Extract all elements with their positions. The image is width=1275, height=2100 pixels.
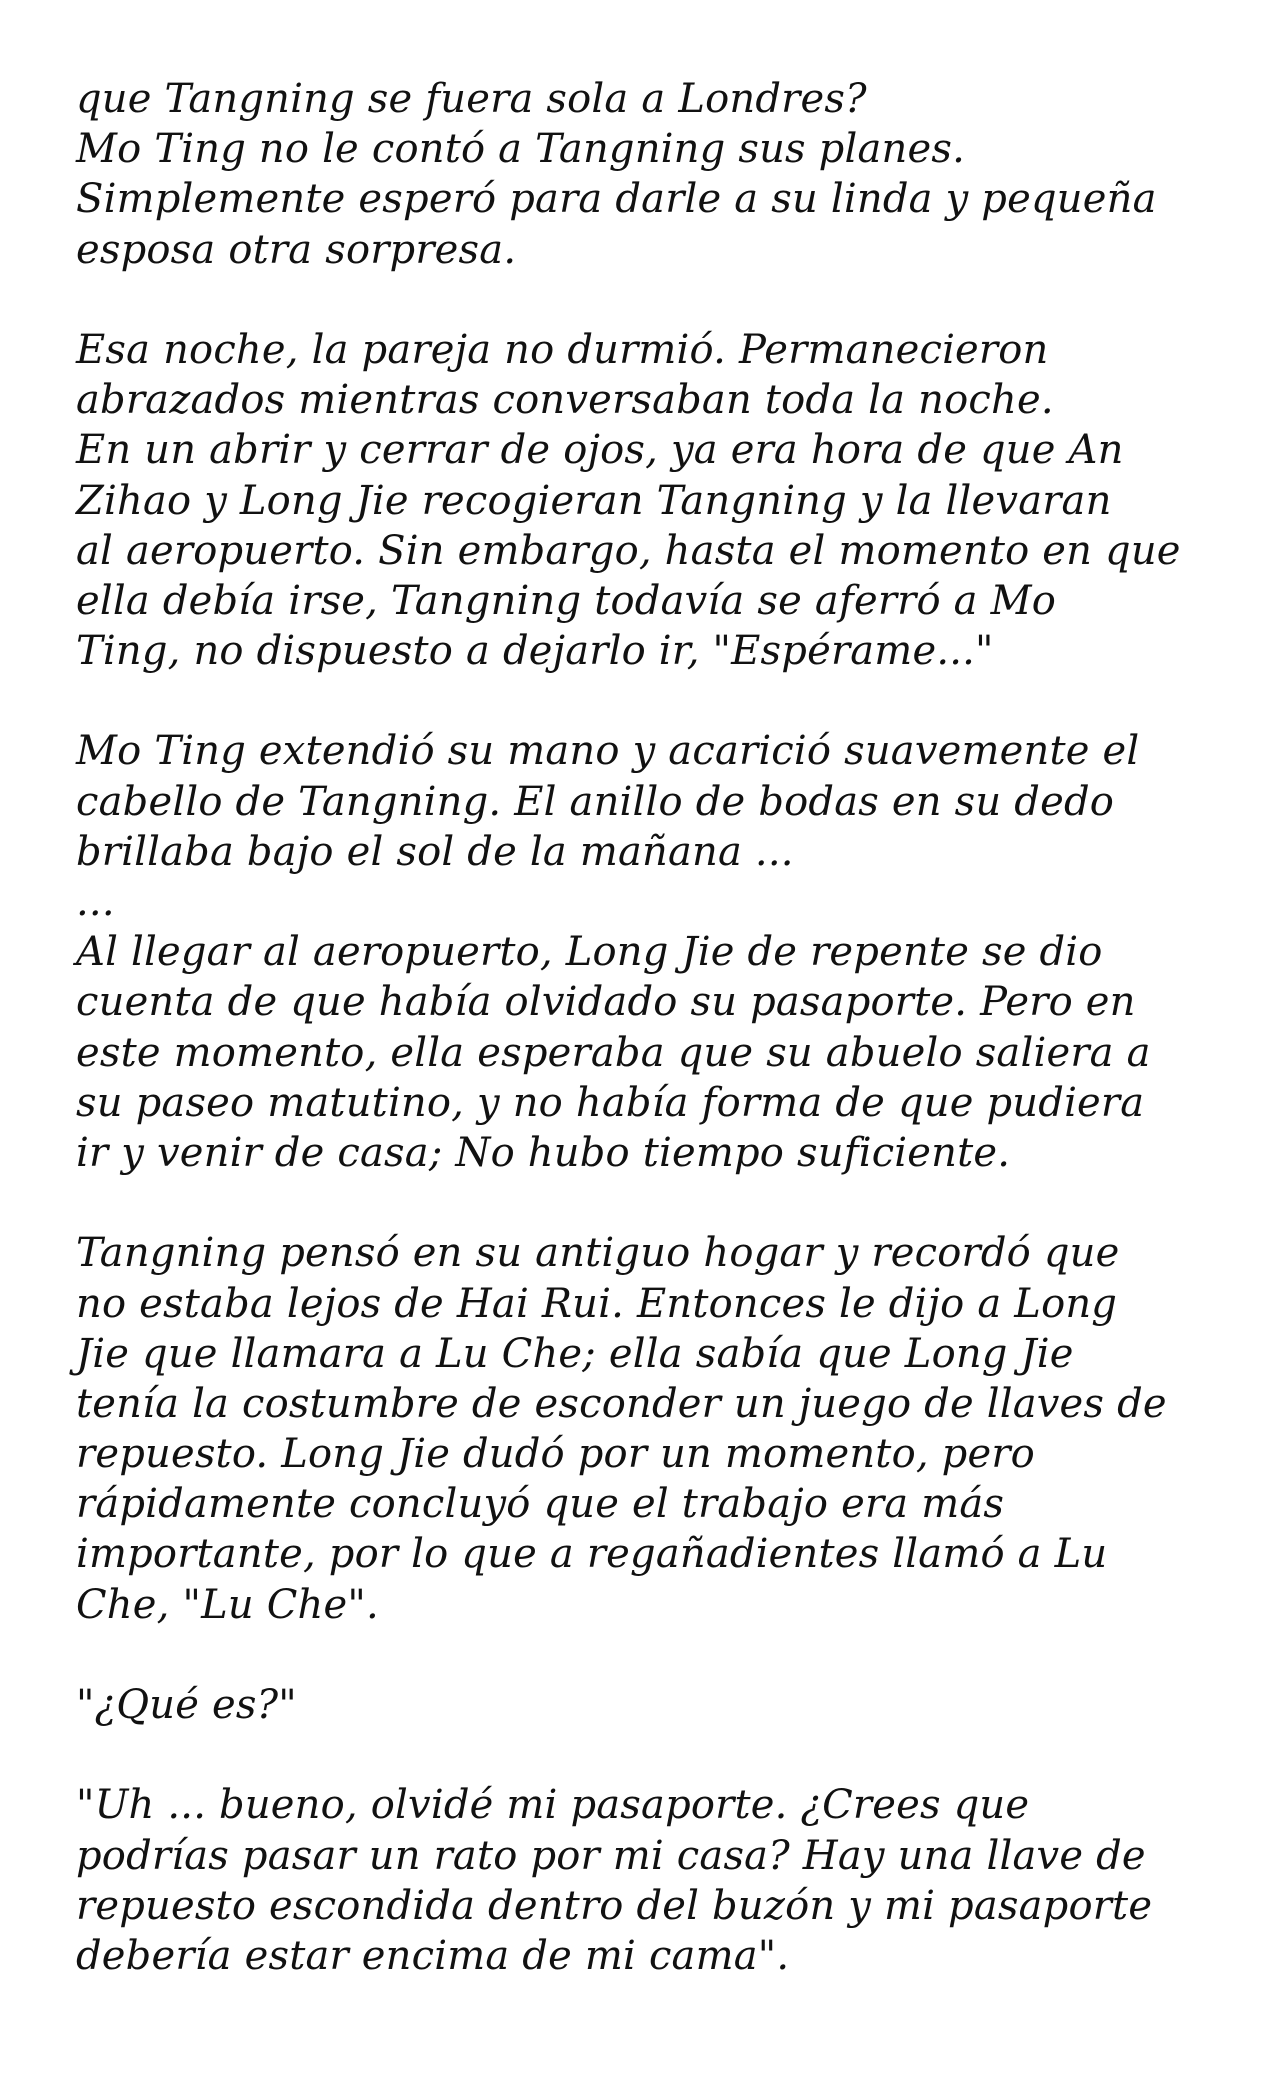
text-line: no estaba lejos de Hai Rui. Entonces le dijo a Long [76, 1280, 1118, 1327]
text-line: esposa otra sorpresa. [76, 226, 517, 273]
text-line: rápidamente concluyó que el trabajo era más [76, 1481, 1005, 1528]
text-line: En un abrir y cerrar de ojos, ya era hora de que An [76, 427, 1124, 474]
text-line: "¿Qué es?" [76, 1682, 297, 1728]
text-line: Esa noche, la pareja no durmió. Permanecieron [76, 326, 1049, 373]
text-line: Zihao y Long Jie recogieran Tangning y la llevaran [76, 477, 1112, 524]
text-line: que Tangning se fuera sola a Londres? [76, 76, 867, 122]
paragraph-break [76, 1178, 1226, 1228]
text-line: brillaba bajo el sol de la mañana ... [76, 828, 794, 875]
text-line: Mo Ting extendió su mano y acarició suavemente el [76, 728, 1140, 775]
paragraph-break [76, 1630, 1226, 1680]
text-line: ... [76, 879, 115, 925]
text-line: debería estar encima de mi cama". [76, 1932, 790, 1979]
text-line: cuenta de que había olvidado su pasaporte. Pero en [76, 979, 1136, 1026]
text-line: abrazados mientras conversaban toda la noche. [76, 377, 1054, 424]
text-line: tenía la costumbre de esconder un juego de llaves de [76, 1380, 1167, 1427]
text-line: al aeropuerto. Sin embargo, hasta el momento en que [76, 527, 1181, 574]
text-line: cabello de Tangning. El anillo de bodas en su dedo [76, 778, 1115, 825]
text-line: Simplemente esperó para darle a su linda y pequeña [76, 176, 1157, 223]
document-body [76, 74, 1226, 1981]
text-line: Ting, no dispuesto a dejarlo ir, "Espérame..." [76, 628, 994, 675]
paragraph-break [76, 275, 1226, 325]
text-line: "Uh ... bueno, olvidé mi pasaporte. ¿Crees que [76, 1782, 1030, 1829]
text-line: Mo Ting no le contó a Tangning sus planes. [76, 126, 966, 173]
text-line: Tangning pensó en su antiguo hogar y recordó que [76, 1230, 1120, 1277]
text-line: Che, "Lu Che". [76, 1581, 379, 1628]
text-line: Al llegar al aeropuerto, Long Jie de repente se dio [76, 929, 1103, 976]
paragraph-break [76, 676, 1226, 726]
text-line: ella debía irse, Tangning todavía se aferró a Mo [76, 577, 1057, 624]
text-line: ir y venir de casa; No hubo tiempo suficiente. [76, 1129, 1011, 1176]
text-line: su paseo matutino, y no había forma de que pudiera [76, 1079, 1145, 1126]
paragraph-break [76, 1730, 1226, 1780]
text-line: este momento, ella esperaba que su abuelo saliera a [76, 1029, 1151, 1076]
text-line: Jie que llamara a Lu Che; ella sabía que Long Jie [76, 1330, 1074, 1377]
text-line: importante, por lo que a regañadientes llamó a Lu [76, 1531, 1108, 1578]
text-line: repuesto. Long Jie dudó por un momento, pero [76, 1431, 1035, 1478]
text-line: podrías pasar un rato por mi casa? Hay una llave de [76, 1832, 1146, 1879]
text-line: repuesto escondida dentro del buzón y mi pasaporte [76, 1882, 1153, 1929]
